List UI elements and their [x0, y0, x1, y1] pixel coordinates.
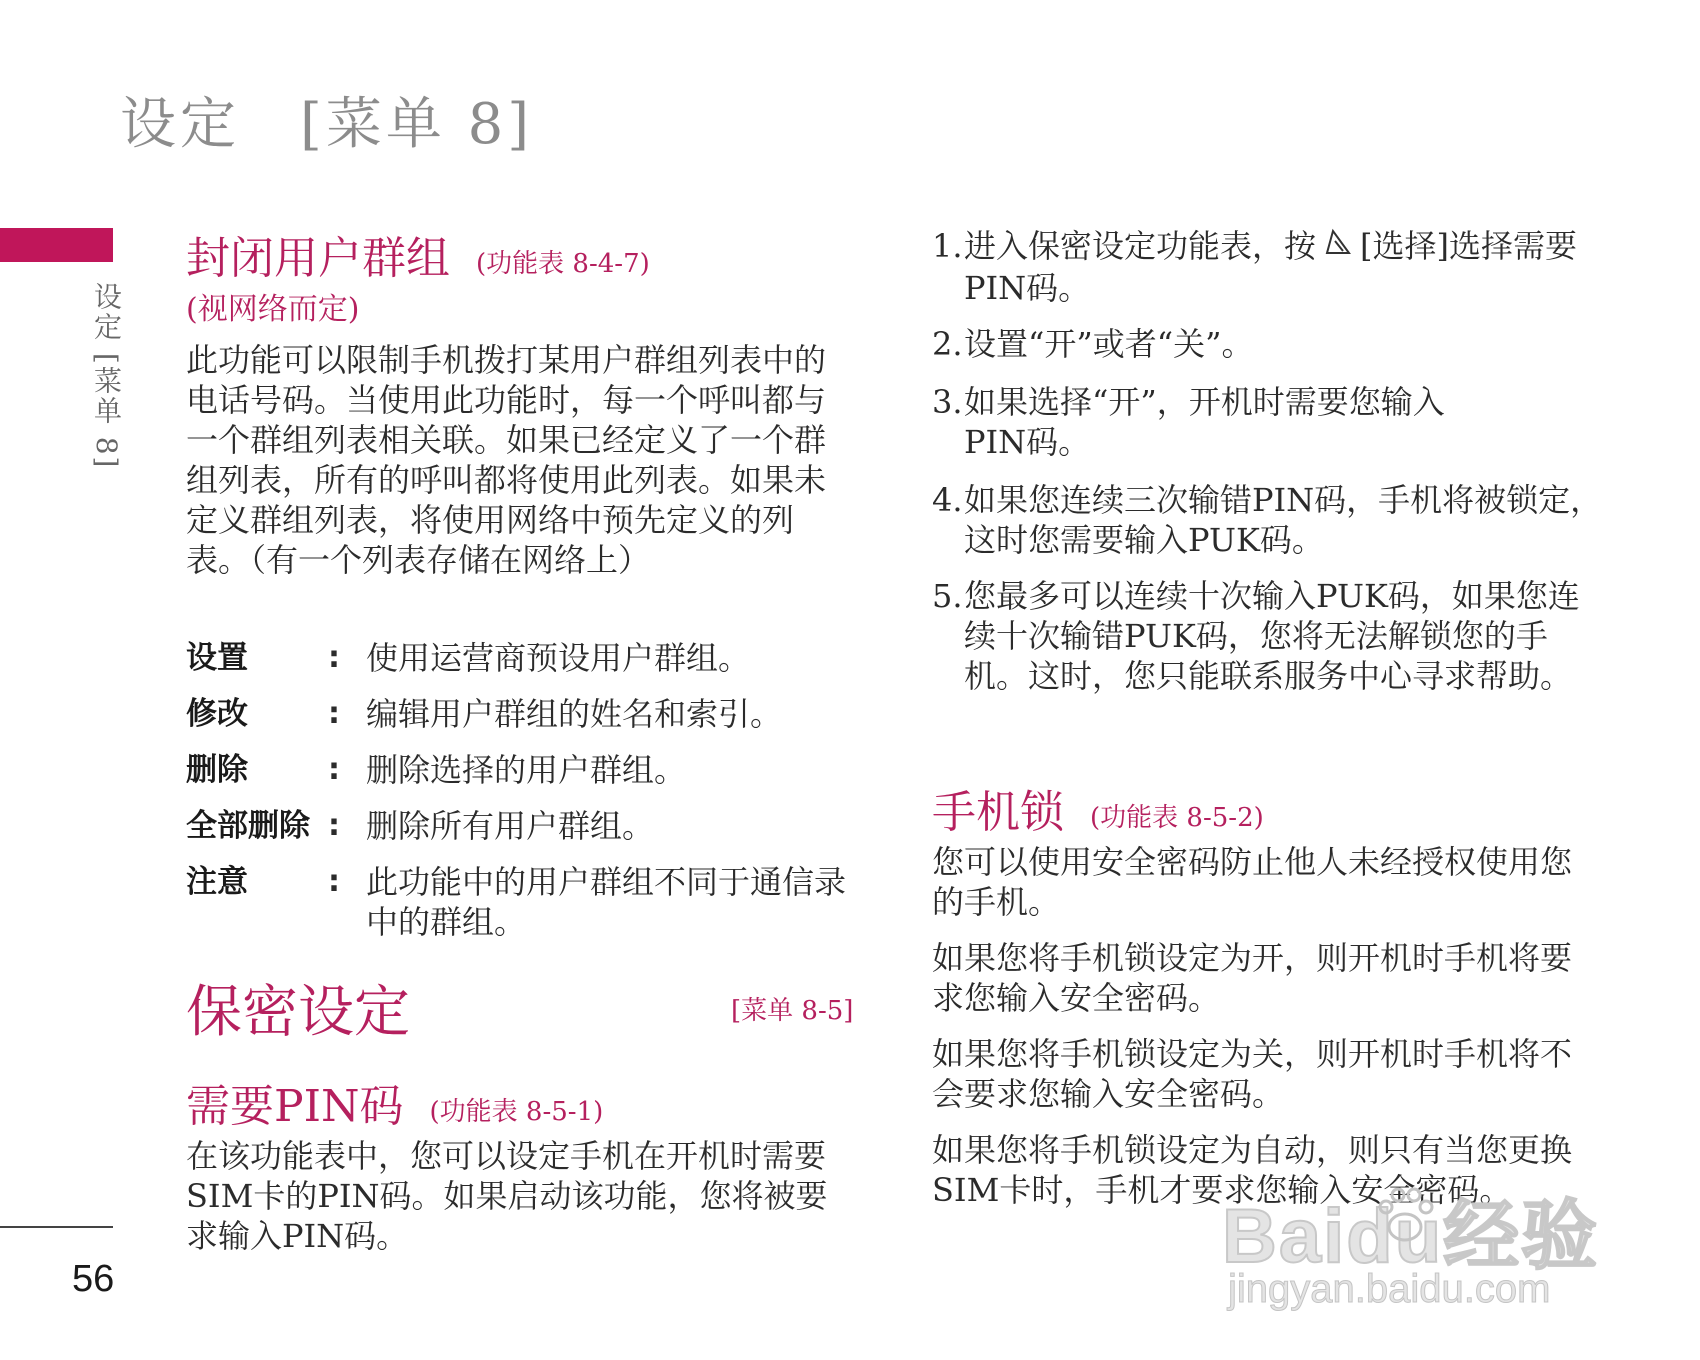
pin-ref: (功能表 8-5-1) [429, 1097, 604, 1127]
phone-lock-title: 手机锁 [932, 787, 1064, 838]
step-text-part: 进入保密设定功能表，按 [964, 227, 1317, 265]
def-term: 删除 [186, 752, 248, 788]
page-number: 56 [72, 1258, 115, 1300]
def-colon: : [328, 640, 340, 675]
step-number: 5. [932, 577, 963, 615]
step-number: 1. [932, 227, 963, 265]
phone-lock-heading [932, 776, 1264, 840]
step-number: 4. [932, 481, 963, 519]
def-desc: 编辑用户群组的姓名和索引。 [366, 695, 783, 733]
step-text: 您最多可以连续十次输入PUK码，如果您连续十次输错PUK码，您将无法解锁您的手机。这时，您只能联系服务中心寻求帮助。 [964, 577, 1580, 695]
step-item [932, 226, 1612, 308]
pin-heading [186, 1070, 603, 1134]
step-item [932, 382, 1612, 462]
side-section-label: 设定 [菜单 8] [90, 282, 123, 470]
cug-description: 此功能可以限制手机拨打某用户群组列表中的电话号码。当使用此功能时，每一个呼叫都与一个群组列表相关联。如果已经定义了一个群组列表，所有的呼叫都将使用此列表。如果未定义群组列表，将使用网络中预先定义的列表。（有一个列表存储在网络上） [186, 341, 827, 579]
step-number: 2. [932, 325, 963, 363]
step-text [964, 226, 1612, 308]
def-colon: : [328, 752, 340, 787]
step-item [932, 576, 1612, 696]
def-desc: 使用运营商预设用户群组。 [366, 639, 751, 677]
phone-lock-p3: 如果您将手机锁设定为关，则开机时手机将不会要求您输入安全密码。 [932, 1035, 1573, 1113]
def-term: 修改 [186, 696, 248, 732]
footer-rule [0, 1226, 113, 1228]
step-number: 3. [932, 383, 963, 421]
phone-lock-p2: 如果您将手机锁设定为开，则开机时手机将要求您输入安全密码。 [932, 939, 1573, 1017]
pin-description: 在该功能表中，您可以设定手机在开机时需要SIM卡的PIN码。如果启动该功能，您将被要求输入PIN码。 [186, 1137, 828, 1255]
cug-title: 封闭用户群组 [186, 233, 450, 284]
def-colon: : [328, 696, 340, 731]
def-desc: 删除所有用户群组。 [366, 807, 655, 845]
step-text: 如果选择“开”，开机时需要您输入PIN码。 [964, 383, 1445, 461]
baidu-watermark [1210, 1175, 1650, 1325]
def-desc: 此功能中的用户群组不同于通信录中的群组。 [366, 863, 847, 941]
def-term: 注意 [186, 864, 248, 900]
def-colon: : [328, 808, 340, 843]
watermark-brand: Baidu经验 [1222, 1194, 1600, 1279]
cug-ref: (功能表 8-4-7) [476, 249, 650, 279]
step-item [932, 324, 1612, 364]
cug-heading [186, 222, 650, 286]
def-desc: 删除选择的用户群组。 [366, 751, 687, 789]
paw-icon [1370, 1181, 1440, 1251]
watermark-url: jingyan.baidu.com [1228, 1267, 1551, 1311]
step-text: 如果您连续三次输错PIN码，手机将被锁定，这时您需要输入PUK码。 [964, 481, 1603, 559]
def-colon: : [328, 864, 340, 899]
phone-lock-p4: 如果您将手机锁设定为自动，则只有当您更换SIM卡时，手机才要求您输入安全密码。 [932, 1131, 1573, 1209]
def-term: 设置 [186, 640, 248, 676]
step-item [932, 480, 1612, 560]
section-tab-marker [0, 228, 113, 262]
left-softkey-icon [1316, 227, 1360, 268]
def-term: 全部删除 [186, 808, 310, 844]
phone-lock-ref: (功能表 8-5-2) [1090, 803, 1264, 833]
page-header-title: 设定 [菜单 8] [120, 92, 534, 157]
security-heading: 保密设定 [186, 980, 410, 1045]
pin-title: 需要PIN码 [186, 1081, 404, 1132]
cug-subtitle: (视网络而定) [186, 292, 360, 327]
phone-lock-p1: 您可以使用安全密码防止他人未经授权使用您的手机。 [932, 843, 1573, 921]
step-text: 设置“开”或者“关”。 [964, 325, 1254, 363]
security-ref: [菜单 8-5] [731, 996, 854, 1026]
step-text-part: [选择]选择需要PIN码。 [964, 227, 1577, 307]
